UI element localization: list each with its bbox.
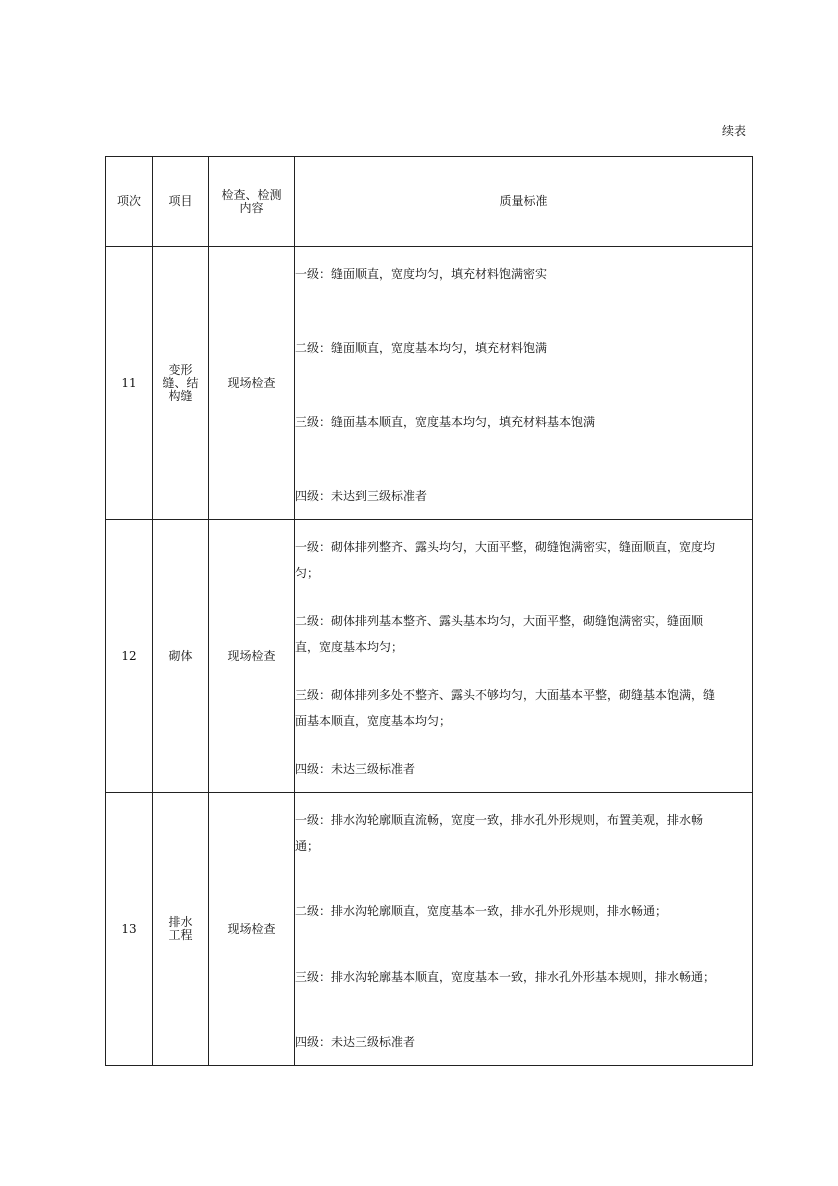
standard-level-1: 一级：砌体排列整齐、露头均匀，大面平整，砌缝饱满密实，缝面顺直，宽度均匀； [295,540,716,580]
row-item: 变形缝、结构缝 [153,247,209,520]
header-quality-standard: 质量标准 [295,157,753,247]
row-item: 排水工程 [153,793,209,1066]
row-standards [295,247,753,520]
table-row [106,247,753,520]
row-number: 13 [106,793,153,1066]
table-row [106,793,753,1066]
standard-level-3: 三级：砌体排列多处不整齐、露头不够均匀，大面基本平整，砌缝基本饱满，缝面基本顺直，宽度基本均匀； [295,688,716,728]
standard-level-3: 三级：排水沟轮廓基本顺直，宽度基本一致，排水孔外形基本规则，排水畅通； [295,969,716,984]
row-item: 砌体 [153,520,209,793]
standard-level-2: 二级：排水沟轮廓顺直，宽度基本一致，排水孔外形规则，排水畅通； [295,904,668,919]
row-method: 现场检查 [209,520,295,793]
header-row [106,157,753,247]
standard-level-4: 四级：未达三级标准者 [295,1034,416,1049]
row-number: 12 [106,520,153,793]
row-method: 现场检查 [209,793,295,1066]
continued-label: 续表 [722,124,747,138]
table-row [106,520,753,793]
row-number: 11 [106,247,153,520]
standard-level-2: 二级：缝面顺直，宽度基本均匀，填充材料饱满 [295,341,548,355]
standard-level-1: 一级：缝面顺直，宽度均匀，填充材料饱满密实 [295,267,548,281]
quality-standards-table [105,156,753,1066]
row-standards [295,520,753,793]
standard-level-2: 二级：砌体排列基本整齐、露头基本均匀，大面平整，砌缝饱满密实，缝面顺直，宽度基本均匀； [295,614,704,654]
standard-level-3: 三级：缝面基本顺直，宽度基本均匀，填充材料基本饱满 [295,415,596,429]
standard-level-1: 一级：排水沟轮廓顺直流畅，宽度一致，排水孔外形规则，布置美观，排水畅通； [295,813,704,853]
row-standards [295,793,753,1066]
header-item: 项目 [153,157,209,247]
header-inspection-content: 检查、检测内容 [209,157,295,247]
standard-level-4: 四级：未达到三级标准者 [295,489,428,503]
header-item-no: 项次 [106,157,153,247]
row-method: 现场检查 [209,247,295,520]
standard-level-4: 四级：未达三级标准者 [295,762,416,776]
